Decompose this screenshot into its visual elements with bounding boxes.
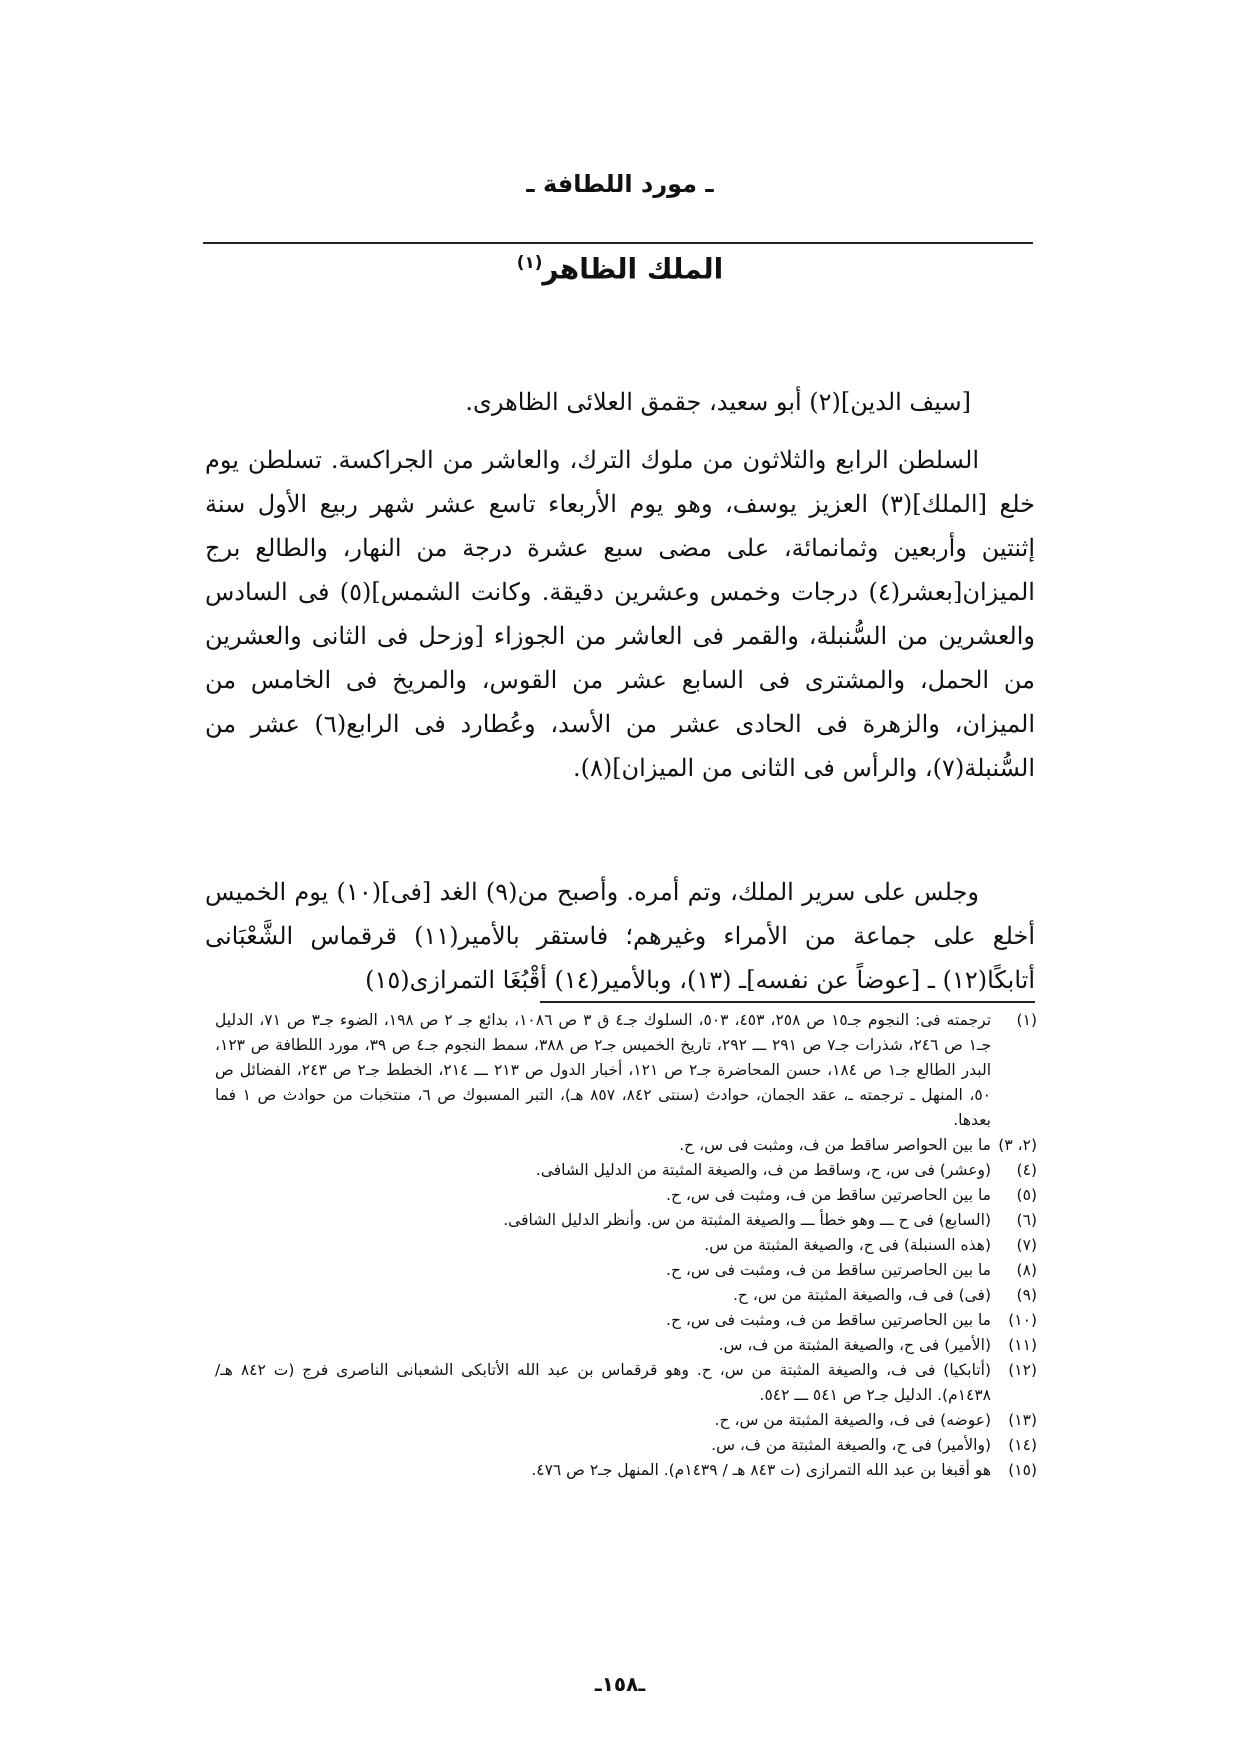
footnote-number: (٤) [1016, 1161, 1037, 1179]
footnote-6 [215, 1208, 1037, 1233]
footnotes-list [215, 1008, 1037, 1483]
footnote-text: (السابع) فى ح ـــ وهو خطأ ـــ والصيغة المثبتة من س. وأنظر الدليل الشافى. [503, 1211, 991, 1229]
footnote-text: (والأمير) فى ح، والصيغة المثبتة من ف، س. [711, 1436, 991, 1454]
running-head: ـ مورد اللطافة ـ [526, 170, 714, 198]
chapter-title [0, 252, 1240, 285]
footnote-text: (أتابكيا) فى ف، والصيغة المثبتة من س، ح. وهو قرقماس بن عبد الله الأتابكى الشعبانى الناصرى فرج (ت ٨٤٢ هـ/ ١٤٣٨م). الدليل جـ٢ ص ٥٤١ ـــ ٥٤٢. [215, 1361, 991, 1404]
footnote-text: (فى) فى ف، والصيغة المثبتة من س، ح. [732, 1286, 991, 1304]
footnote-12 [215, 1358, 1037, 1408]
footnote-14 [215, 1433, 1037, 1458]
chapter-title-note-ref: (١) [516, 252, 543, 272]
footnote-number: (١٢) [1008, 1361, 1037, 1379]
footnote-number: (١٠) [1008, 1311, 1037, 1329]
footnote-15 [215, 1458, 1037, 1483]
footnote-number: (٥) [1016, 1186, 1037, 1204]
footnote-text: ما بين الحاصرتين ساقط من ف، ومثبت فى س، ح. [666, 1311, 991, 1329]
footnote-1 [215, 1008, 1037, 1133]
footnote-text: ما بين الحاصرتين ساقط من ف، ومثبت فى س، ح. [666, 1261, 991, 1279]
footnote-number: (٢، ٣) [998, 1136, 1037, 1154]
footnote-text: (الأمير) فى ح، والصيغة المثبتة من ف، س. [718, 1336, 991, 1354]
page-number: ـ١٥٨ـ [594, 1672, 646, 1696]
footnote-text: (هذه السنبلة) فى ح، والصيغة المثبتة من س. [704, 1236, 991, 1254]
paragraph-2: السلطن الرابع والثلاثون من ملوك الترك، والعاشر من الجراكسة. تسلطن يوم خلع [الملك](٣) العزيز يوسف، وهو يوم الأربعاء تاسع عشر شهر ربيع الأول سنة إثنتين وأربعين وثمانمائة، على مضى سبع عشرة درجة من النهار، والطالع برج الميزان[بعشر(٤) درجات وخمس وعشرين دقيقة. وكانت الشمس](٥) فى السادس والعشرين من السُّنبلة، والقمر فى العاشر من الجوزاء [وزحل فى الثانى والعشرين من الحمل، والمشترى فى السابع عشر من القوس، والمريخ فى الخامس من الميزان، والزهرة فى الحادى عشر من الأسد، وعُطارد فى الرابع(٦) عشر من السُّنبلة(٧)، والرأس فى الثانى من الميزان](٨). [205, 446, 1036, 782]
footnote-number: (١) [1016, 1011, 1037, 1029]
footnote-text: ما بين الحاصرتين ساقط من ف، ومثبت فى س، ح. [666, 1186, 991, 1204]
footnote-number: (١٣) [1008, 1411, 1037, 1429]
footnote-10 [215, 1308, 1037, 1333]
footnote-number: (١١) [1008, 1336, 1037, 1354]
footnote-text: ما بين الحواصر ساقط من ف، ومثبت فى س، ح. [679, 1136, 991, 1154]
footnote-7 [215, 1233, 1037, 1258]
paragraph-1: [سيف الدين](٢) أبو سعيد، جقمق العلائى الظاهرى. [465, 388, 971, 416]
header-divider [203, 242, 1033, 244]
footnote-13 [215, 1408, 1037, 1433]
footnote-number: (٩) [1016, 1286, 1037, 1304]
footnote-number: (١٥) [1008, 1461, 1037, 1479]
footnote-number: (٦) [1016, 1211, 1037, 1229]
paragraph-3: وجلس على سرير الملك، وتم أمره. وأصبح من(٩) الغد [فى](١٠) يوم الخميس أخلع على جماعة من الأمراء وغيرهم؛ فاستقر بالأمير(١١) قرقماس الشَّعْبَانى أتابكًا(١٢) ـ [عوضاً عن نفسه]ـ (١٣)، وبالأمير(١٤) أقْبُغَا التمرازى(١٥) [205, 878, 1036, 994]
footnote-11 [215, 1333, 1037, 1358]
footnote-4 [215, 1158, 1037, 1183]
footnote-8 [215, 1258, 1037, 1283]
footnote-divider [540, 1001, 1035, 1003]
footnote-9 [215, 1283, 1037, 1308]
footnote-2-3 [215, 1133, 1037, 1158]
footnote-number: (٨) [1016, 1261, 1037, 1279]
chapter-title-text: الملك الظاهر [542, 252, 724, 286]
footnote-5 [215, 1183, 1037, 1208]
footnote-text: (وعشر) فى س، ح، وساقط من ف، والصيغة المثبتة من الدليل الشافى. [535, 1161, 991, 1179]
footnote-number: (١٤) [1008, 1436, 1037, 1454]
footnote-text: هو أقبغا بن عبد الله التمرازى (ت ٨٤٣ هـ / ١٤٣٩م). المنهل جـ٢ ص ٤٧٦. [531, 1461, 991, 1479]
footnote-text: (عوضه) فى ف، والصيغة المثبتة من س، ح. [714, 1411, 991, 1429]
footnote-text: ترجمته فى: النجوم جـ١٥ ص ٢٥٨، ٤٥٣، ٥٠٣، السلوك جـ٤ ق ٣ ص ١٠٨٦، بدائع جـ ٢ ص ١٩٨، الضوء جـ٣ ص ٧١، الدليل جـ١ ص ٢٤٦، شذرات جـ٧ ص ٢٩١ ـــ ٢٩٢، تاريخ الخميس جـ٢ ص ٣٨٨، سمط النجوم جـ٤ ص ٣٩، مورد اللطافة ص ١٢٣، البدر الطالع جـ١ ص ١٨٤، حسن المحاضرة جـ٢ ص ١٢١، أخبار الدول ص ٢١٣ ـــ ٢١٤، الخطط جـ٢ ص ٢٤٣، الفضائل ص ٥٠، المنهل ـ ترجمته ـ، عقد الجمان، حوادث (سنتى ٨٤٢، ٨٥٧ هـ)، التبر المسبوك ص ٦، منتخبات من حوادث ص ١ فما بعدها. [215, 1011, 992, 1129]
footnote-number: (٧) [1016, 1236, 1037, 1254]
